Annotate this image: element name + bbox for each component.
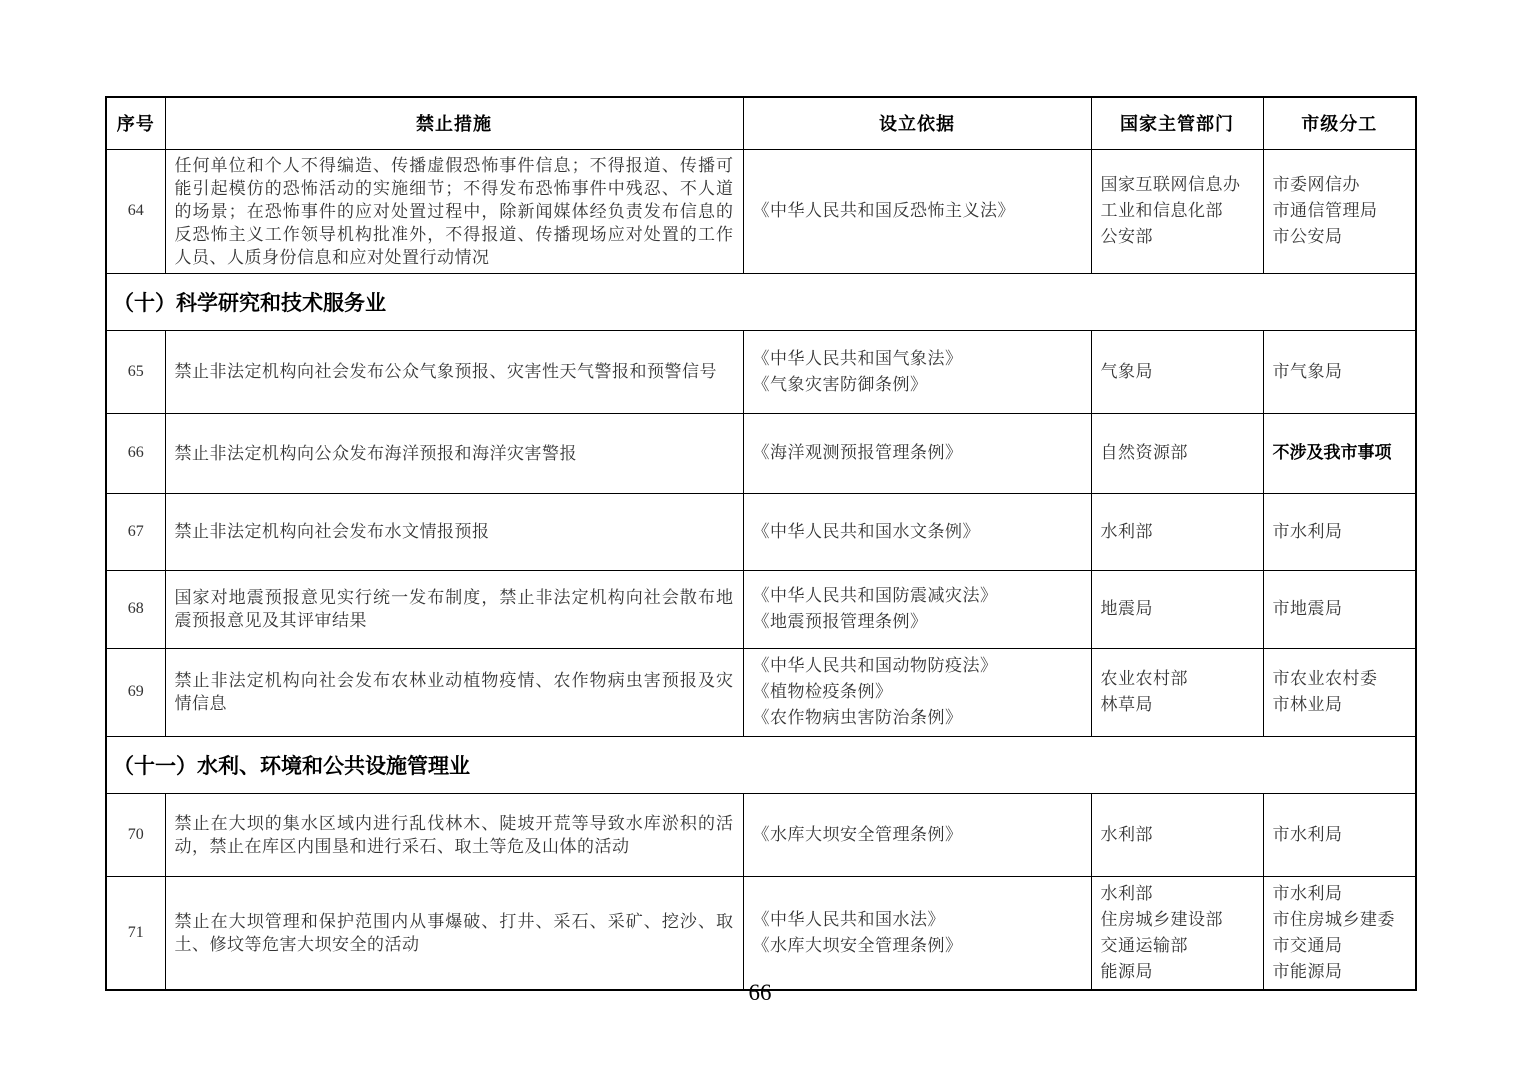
measure-cell: 禁止在大坝管理和保护范围内从事爆破、打井、采石、采矿、挖沙、取土、修坟等危害大坝安全的活动 <box>165 876 743 990</box>
section-row <box>106 273 1416 330</box>
cell-line: 工业和信息化部 <box>1100 201 1223 220</box>
table-row <box>106 570 1416 648</box>
measure-cell: 禁止非法定机构向社会发布农林业动植物疫情、农作物病虫害预报及灾情信息 <box>165 648 743 736</box>
city-division-cell <box>1263 793 1416 876</box>
cell-line: 《中华人民共和国水文条例》 <box>752 521 980 541</box>
cell-line: 国家互联网信息办 <box>1100 175 1241 194</box>
cell-line: 住房城乡建设部 <box>1100 909 1223 929</box>
section-title: （十）科学研究和技术服务业 <box>106 273 1416 330</box>
measure-cell: 禁止非法定机构向社会发布水文情报预报 <box>165 493 743 570</box>
cell-line: 《植物检疫条例》 <box>752 682 893 701</box>
city-division-cell <box>1263 413 1416 493</box>
cell-line: 不涉及我市事项 <box>1272 443 1392 462</box>
city-division-cell <box>1263 330 1416 413</box>
cell-line: 市住房城乡建委 <box>1272 909 1395 929</box>
table-row <box>106 493 1416 570</box>
cell-line: 林草局 <box>1100 695 1153 714</box>
table-row <box>106 793 1416 876</box>
measure-cell: 禁止非法定机构向公众发布海洋预报和海洋灾害警报 <box>165 413 743 493</box>
column-header-measure: 禁止措施 <box>165 97 743 149</box>
serial-number-cell: 64 <box>106 149 165 273</box>
cell-line: 市农业农村委 <box>1272 669 1378 688</box>
cell-line: 市公安局 <box>1272 227 1343 246</box>
table-row <box>106 413 1416 493</box>
cell-line: 交通运输部 <box>1100 935 1188 955</box>
national-department-cell <box>1091 793 1263 876</box>
city-division-cell <box>1263 149 1416 273</box>
section-row <box>106 736 1416 793</box>
measure-cell: 禁止在大坝的集水区域内进行乱伐林木、陡坡开荒等导致水库淤积的活动，禁止在库区内围垦和进行采石、取土等危及山体的活动 <box>165 793 743 876</box>
cell-line: 水利部 <box>1100 521 1153 541</box>
table-row <box>106 149 1416 273</box>
column-header-basis: 设立依据 <box>743 97 1091 149</box>
national-department-cell <box>1091 570 1263 648</box>
legal-basis-cell <box>743 648 1091 736</box>
column-header-city: 市级分工 <box>1263 97 1416 149</box>
section-title: （十一）水利、环境和公共设施管理业 <box>106 736 1416 793</box>
legal-basis-cell <box>743 793 1091 876</box>
cell-line: 农业农村部 <box>1100 669 1188 688</box>
cell-line: 市气象局 <box>1272 361 1343 381</box>
national-department-cell <box>1091 149 1263 273</box>
column-header-no: 序号 <box>106 97 165 149</box>
serial-number-cell: 69 <box>106 648 165 736</box>
cell-line: 《中华人民共和国气象法》 <box>752 348 963 368</box>
legal-basis-cell <box>743 570 1091 648</box>
page-number: 66 <box>748 980 772 1005</box>
header-row <box>106 97 1416 149</box>
city-division-cell <box>1263 493 1416 570</box>
cell-line: 《海洋观测预报管理条例》 <box>752 443 963 462</box>
column-header-national: 国家主管部门 <box>1091 97 1263 149</box>
prohibition-table <box>105 96 1417 991</box>
cell-line: 公安部 <box>1100 227 1153 246</box>
cell-line: 市通信管理局 <box>1272 201 1378 220</box>
cell-line: 《农作物病虫害防治条例》 <box>752 708 963 727</box>
cell-line: 《气象灾害防御条例》 <box>752 374 928 394</box>
cell-line: 市交通局 <box>1272 935 1343 955</box>
table-row <box>106 330 1416 413</box>
cell-line: 市林业局 <box>1272 695 1343 714</box>
measure-cell: 禁止非法定机构向社会发布公众气象预报、灾害性天气警报和预警信号 <box>165 330 743 413</box>
cell-line: 能源局 <box>1100 961 1153 981</box>
city-division-cell <box>1263 648 1416 736</box>
legal-basis-cell <box>743 413 1091 493</box>
city-division-cell <box>1263 876 1416 990</box>
cell-line: 市地震局 <box>1272 599 1343 618</box>
cell-line: 《水库大坝安全管理条例》 <box>752 935 963 955</box>
cell-line: 《地震预报管理条例》 <box>752 612 928 631</box>
legal-basis-cell <box>743 149 1091 273</box>
cell-line: 《水库大坝安全管理条例》 <box>752 824 963 844</box>
serial-number-cell: 67 <box>106 493 165 570</box>
serial-number-cell: 68 <box>106 570 165 648</box>
cell-line: 《中华人民共和国防震减灾法》 <box>752 586 998 605</box>
national-department-cell <box>1091 876 1263 990</box>
national-department-cell <box>1091 493 1263 570</box>
table-header <box>106 97 1416 149</box>
cell-line: 水利部 <box>1100 824 1153 844</box>
legal-basis-cell <box>743 493 1091 570</box>
national-department-cell <box>1091 330 1263 413</box>
serial-number-cell: 71 <box>106 876 165 990</box>
measure-cell: 国家对地震预报意见实行统一发布制度，禁止非法定机构向社会散布地震预报意见及其评审结果 <box>165 570 743 648</box>
cell-line: 市水利局 <box>1272 883 1343 903</box>
cell-line: 市水利局 <box>1272 824 1343 844</box>
legal-basis-cell <box>743 330 1091 413</box>
table-row <box>106 648 1416 736</box>
cell-line: 市水利局 <box>1272 521 1343 541</box>
serial-number-cell: 70 <box>106 793 165 876</box>
cell-line: 自然资源部 <box>1100 443 1188 462</box>
national-department-cell <box>1091 648 1263 736</box>
cell-line: 《中华人民共和国反恐怖主义法》 <box>752 201 1015 220</box>
table-row <box>106 876 1416 990</box>
cell-line: 市委网信办 <box>1272 175 1360 194</box>
national-department-cell <box>1091 413 1263 493</box>
serial-number-cell: 65 <box>106 330 165 413</box>
cell-line: 地震局 <box>1100 599 1153 618</box>
cell-line: 气象局 <box>1100 361 1153 381</box>
city-division-cell <box>1263 570 1416 648</box>
serial-number-cell: 66 <box>106 413 165 493</box>
table-body <box>106 149 1416 990</box>
cell-line: 《中华人民共和国动物防疫法》 <box>752 656 998 675</box>
cell-line: 水利部 <box>1100 883 1153 903</box>
legal-basis-cell <box>743 876 1091 990</box>
cell-line: 市能源局 <box>1272 961 1343 981</box>
cell-line: 《中华人民共和国水法》 <box>752 909 945 929</box>
measure-cell: 任何单位和个人不得编造、传播虚假恐怖事件信息；不得报道、传播可能引起模仿的恐怖活动的实施细节；不得发布恐怖事件中残忍、不人道的场景；在恐怖事件的应对处置过程中，除新闻媒体经负责发布信息的反恐怖主义工作领导机构批准外，不得报道、传播现场应对处置的工作人员、人质身份信息和应对处置行动情况 <box>165 149 743 273</box>
